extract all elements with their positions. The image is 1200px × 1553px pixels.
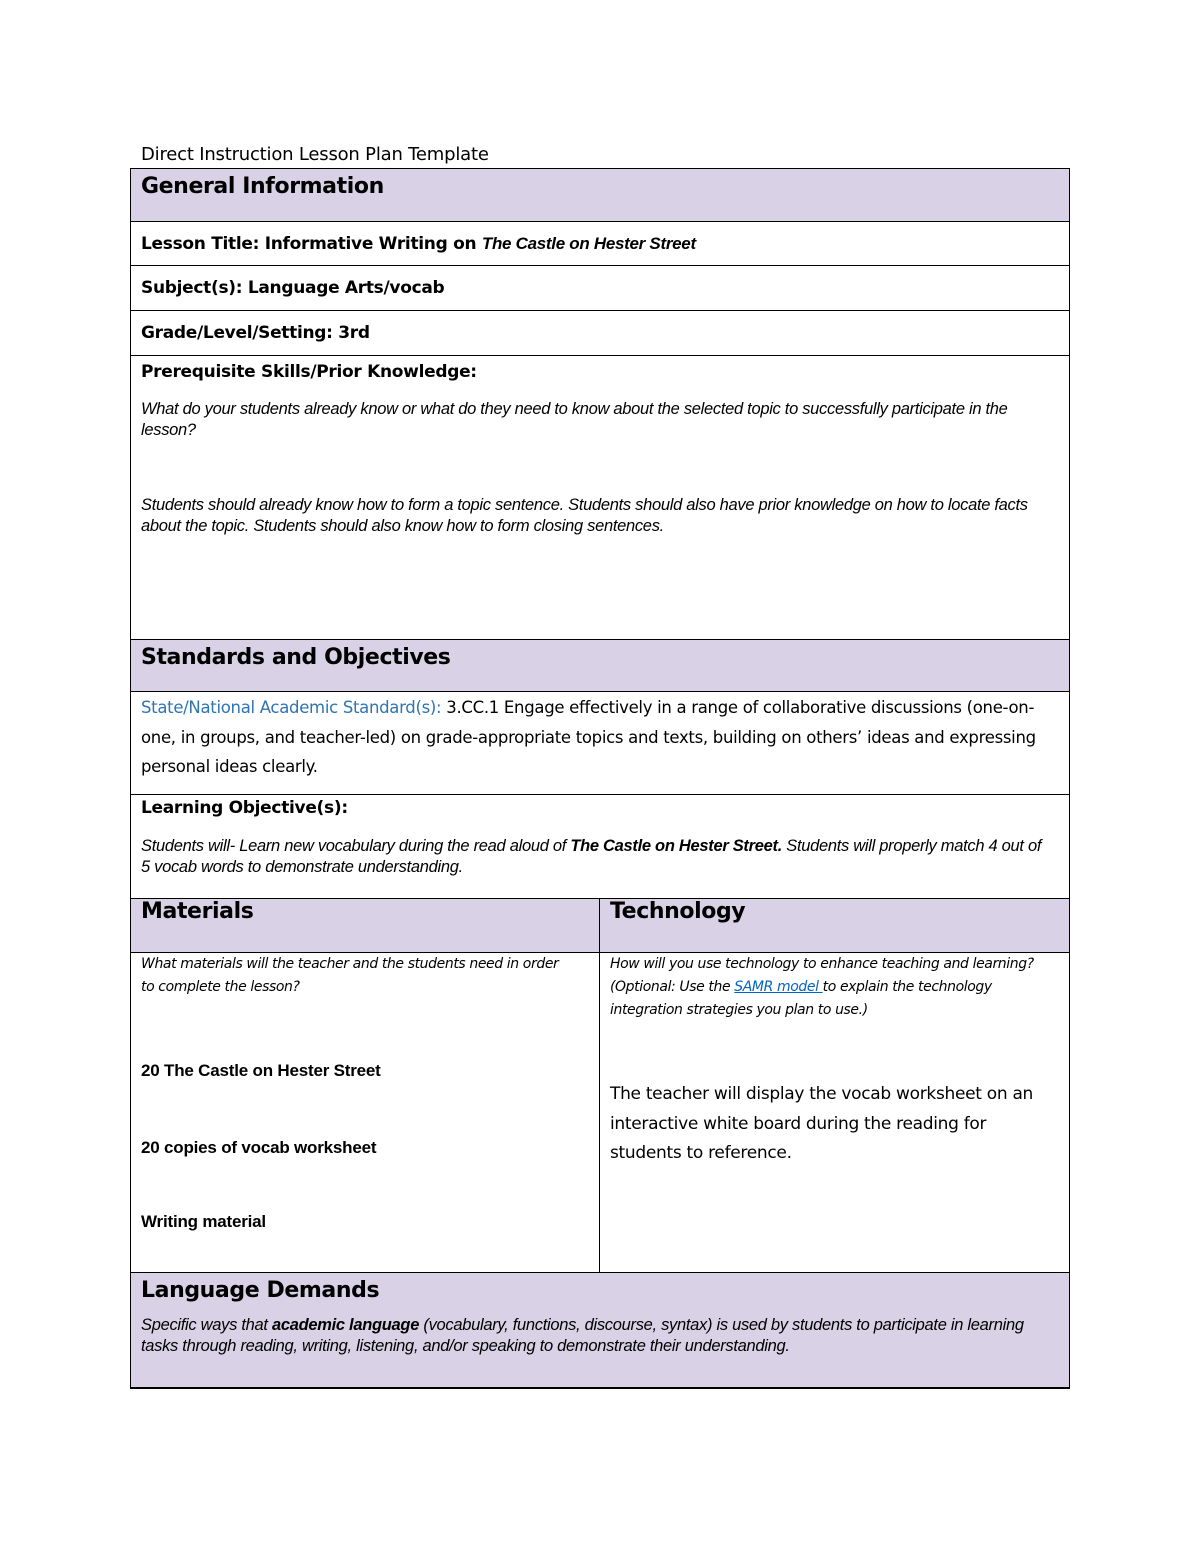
prerequisite-row: [131, 356, 1069, 640]
standard-text: 3.CC.1 Engage effectively in a range of collaborative discussions (one-on-one, in groups, and teacher-led) on grade-appropriate topics and texts, building on others’ ideas and expressing personal ideas clearly.: [141, 698, 1036, 776]
materials-header: [131, 899, 600, 952]
materials-item-3: Writing material: [141, 1212, 266, 1231]
objective-prefix: Students will- Learn new vocabulary during the read aloud of: [141, 837, 571, 855]
samr-model-link[interactable]: SAMR model: [734, 979, 823, 995]
standards-row: [131, 692, 1069, 795]
technology-header: [600, 899, 1069, 952]
technology-prompt-part2: to explain the technology integration strategies you plan to use.): [610, 979, 992, 1018]
standard-label: State/National Academic Standard(s):: [141, 698, 442, 717]
lesson-title-label: Lesson Title: Informative Writing on: [141, 234, 482, 254]
prerequisite-prompt: What do your students already know or what do they need to know about the selected topic to successfully participate in the lesson?: [141, 400, 1008, 439]
grade-row: [131, 311, 1069, 356]
subjects-value: Subject(s): Language Arts/vocab: [141, 278, 445, 298]
subjects-row: [131, 266, 1069, 311]
materials-item-1: 20 The Castle on Hester Street: [141, 1061, 381, 1080]
materials-body: [131, 953, 600, 1272]
lesson-title-book: The Castle on Hester Street: [481, 234, 696, 253]
language-demands-section: [131, 1272, 1069, 1387]
prerequisite-answer: Students should already know how to form a topic sentence. Students should also have prior knowledge on how to locate facts about the topic. Students should also know how to form closing sentences.: [141, 496, 1028, 535]
materials-technology-body-row: [131, 953, 1069, 1272]
objective-label: Learning Objective(s):: [141, 798, 348, 818]
materials-item-2: 20 copies of vocab worksheet: [141, 1138, 377, 1157]
materials-title: Materials: [141, 899, 254, 924]
general-information-title: General Information: [141, 174, 384, 199]
language-prompt-bold: academic language: [271, 1316, 420, 1334]
language-prompt-prefix: Specific ways that: [141, 1316, 272, 1334]
lesson-plan-table: [130, 168, 1070, 1389]
materials-prompt: What materials will the teacher and the students need in order to complete the lesson?: [141, 956, 559, 995]
document-title: Direct Instruction Lesson Plan Template: [141, 144, 489, 165]
objectives-row: [131, 795, 1069, 899]
technology-prompt: [610, 953, 1050, 1022]
technology-answer: The teacher will display the vocab worksheet on an interactive white board during the reading for students to reference.: [610, 1084, 1034, 1163]
objective-book: The Castle on Hester Street.: [570, 837, 782, 855]
objective-suffix: Students will properly match 4 out of 5 vocab words to demonstrate understanding.: [141, 837, 1042, 876]
language-prompt-suffix: (vocabulary, functions, discourse, syntax) is used by students to participate in learning tasks through reading, writing, listening, and/or speaking to demonstrate their understanding.: [141, 1316, 1024, 1355]
language-demands-prompt: [141, 1315, 1051, 1357]
general-information-header: [131, 169, 1069, 222]
technology-prompt-part1: How will you use technology to enhance teaching and learning? (Optional: Use the: [610, 956, 1034, 995]
objective-text: [141, 836, 1046, 878]
standards-objectives-header: [131, 640, 1069, 692]
technology-body: [600, 953, 1069, 1272]
grade-value: Grade/Level/Setting: 3rd: [141, 323, 370, 343]
lesson-title-row: [131, 222, 1069, 266]
prerequisite-label: Prerequisite Skills/Prior Knowledge:: [141, 362, 477, 382]
language-demands-title: Language Demands: [141, 1278, 380, 1303]
standard-text-block: [141, 693, 1059, 782]
standards-objectives-title: Standards and Objectives: [141, 645, 451, 670]
technology-title: Technology: [610, 899, 746, 924]
materials-technology-header-row: [131, 899, 1069, 953]
